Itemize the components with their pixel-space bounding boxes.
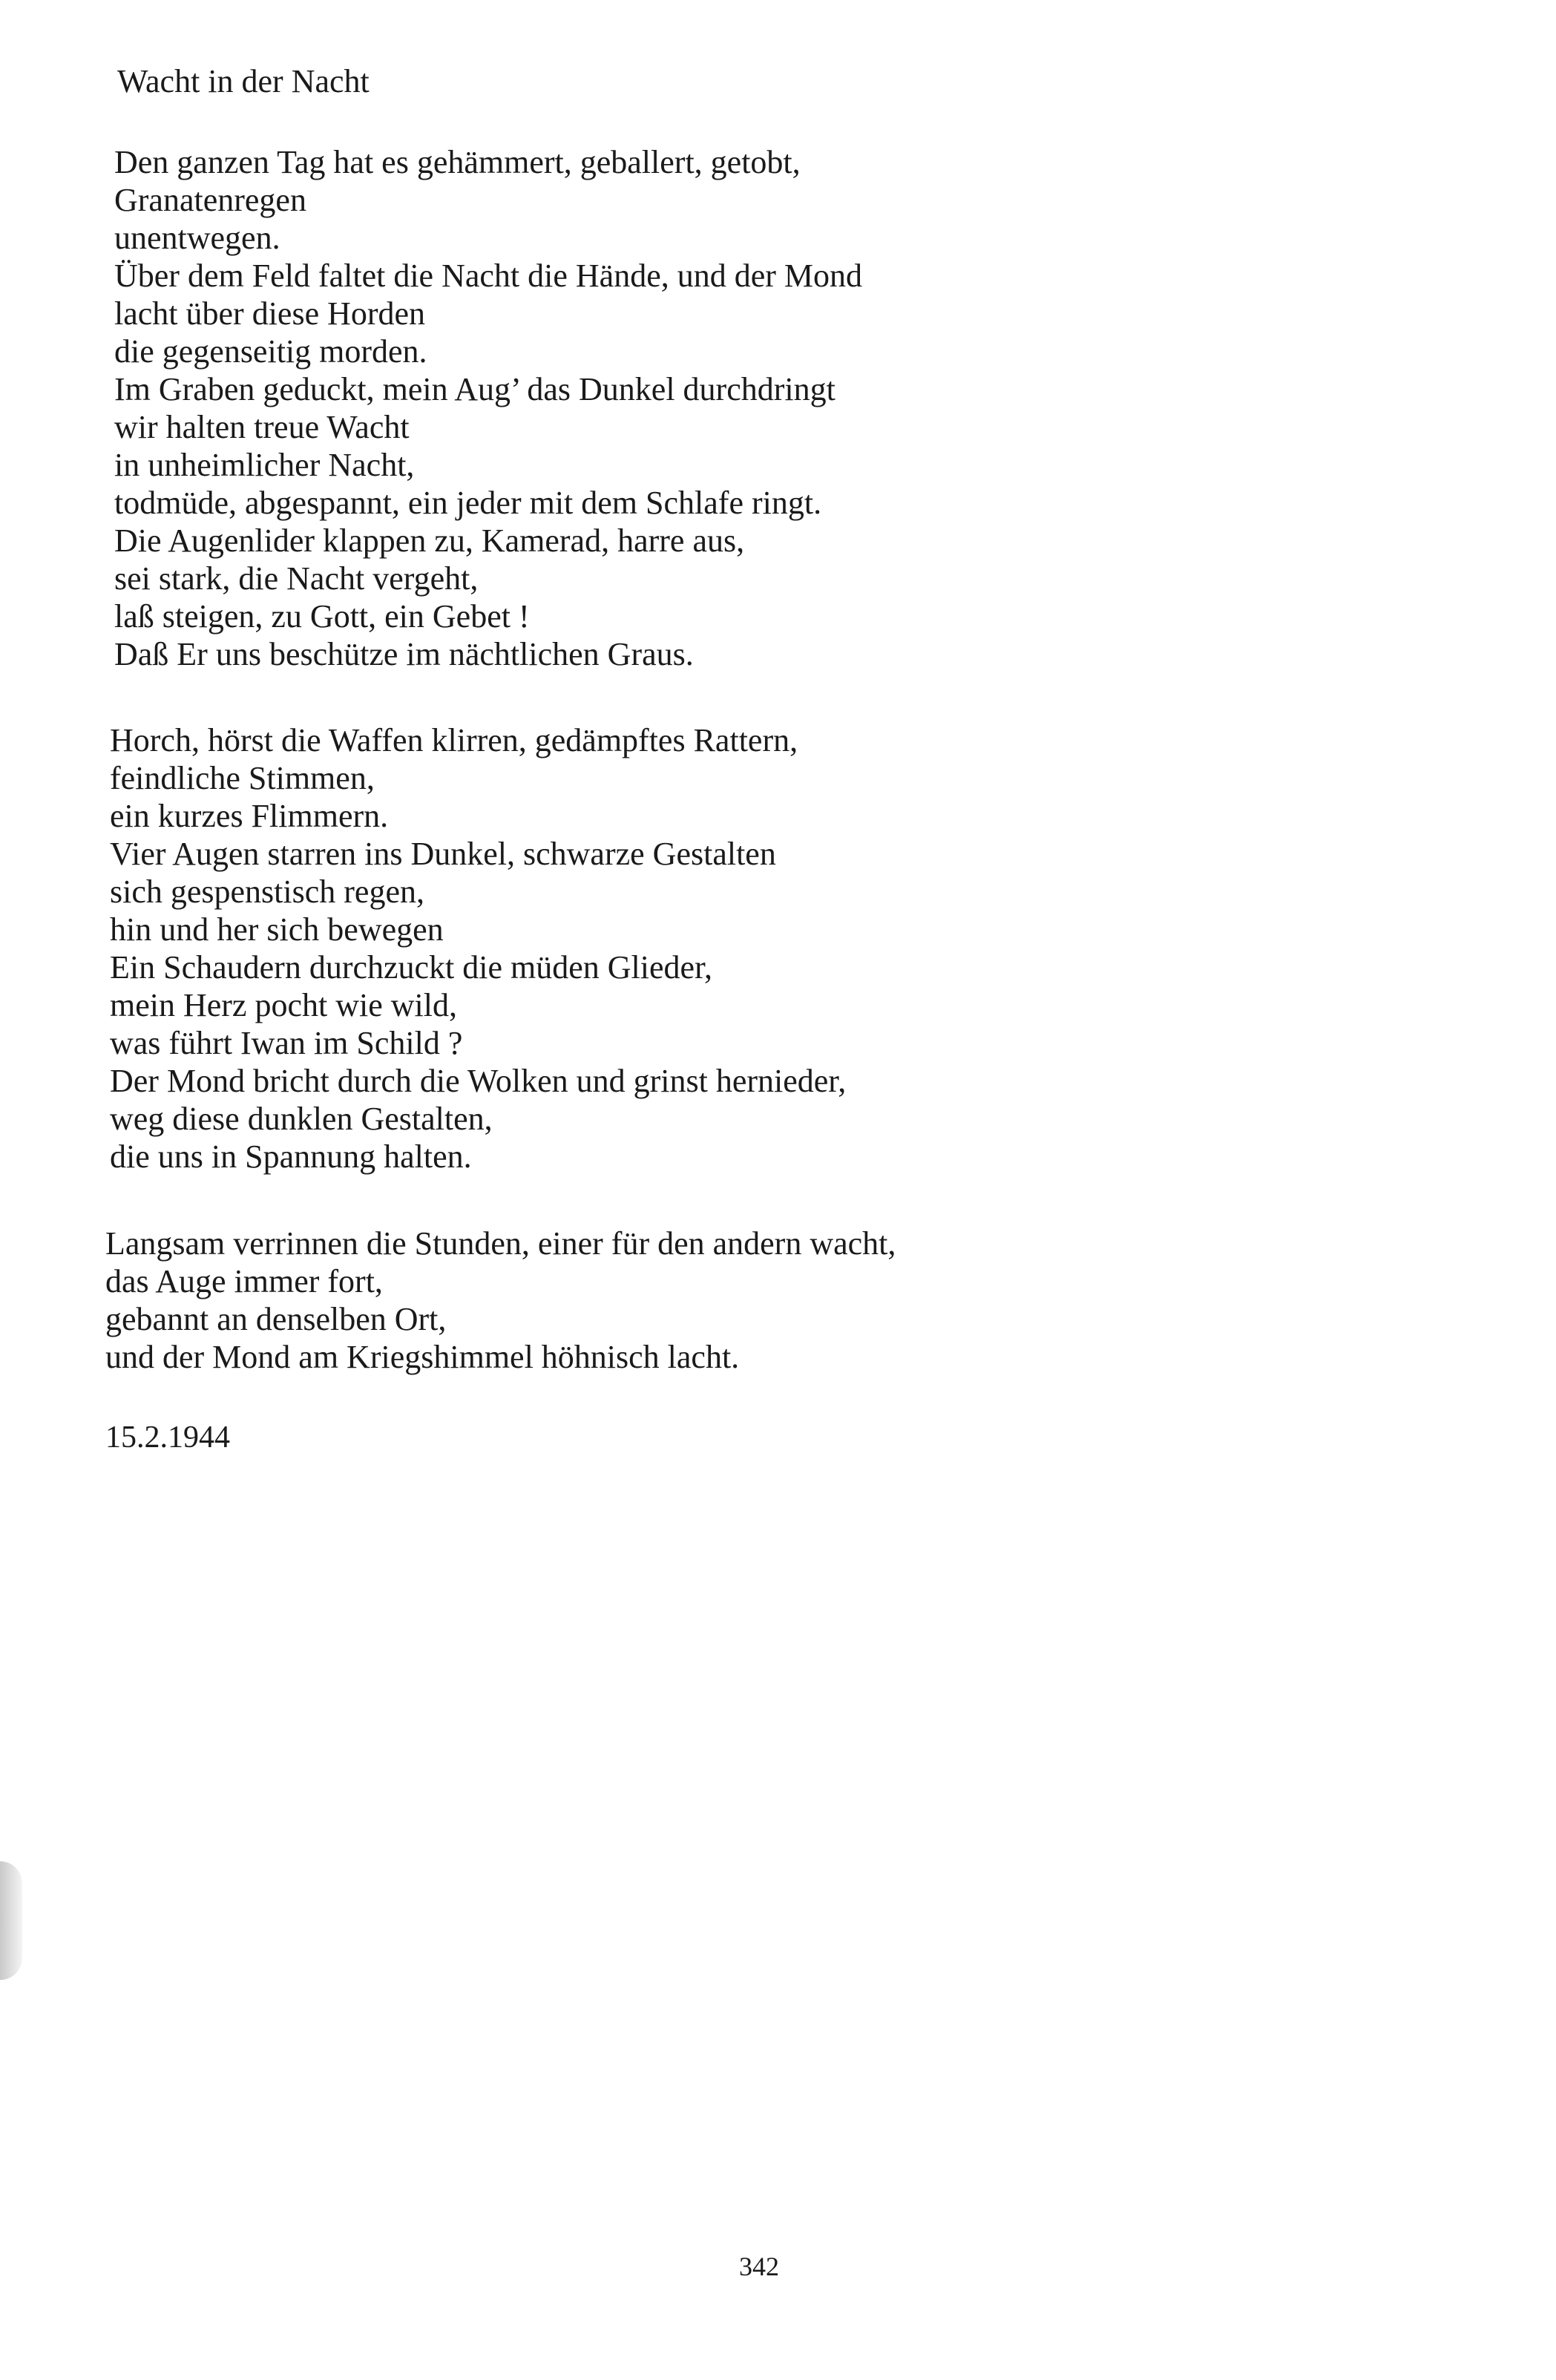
poem-line: mein Herz pocht wie wild,	[110, 987, 457, 1023]
stanza-3	[105, 1225, 896, 1376]
poem-line: Ein Schaudern durchzuckt die müden Glieder,	[110, 949, 712, 986]
poem-line: die uns in Spannung halten.	[110, 1138, 472, 1175]
poem-line: wir halten treue Wacht	[114, 409, 410, 445]
stanza-1	[114, 143, 862, 673]
poem-line: Horch, hörst die Waffen klirren, gedämpftes Rattern,	[110, 722, 798, 758]
poem-line: hin und her sich bewegen	[110, 911, 444, 948]
poem-line: gebannt an denselben Ort,	[105, 1301, 447, 1337]
poem-line: Daß Er uns beschütze im nächtlichen Graus.	[114, 636, 694, 672]
poem-line: feindliche Stimmen,	[110, 760, 375, 796]
poem-line: Langsam verrinnen die Stunden, einer für den andern wacht,	[105, 1225, 896, 1262]
poem-line: Im Graben geduckt, mein Aug’ das Dunkel durchdringt	[114, 371, 836, 407]
poem-line: sich gespenstisch regen,	[110, 873, 424, 910]
poem-line: weg diese dunklen Gestalten,	[110, 1101, 493, 1137]
poem-line: in unheimlicher Nacht,	[114, 447, 415, 483]
poem-title: Wacht in der Nacht	[117, 63, 370, 99]
poem-line: das Auge immer fort,	[105, 1263, 383, 1299]
poem-line: Über dem Feld faltet die Nacht die Hände, und der Mond	[114, 258, 863, 294]
poem-line: Den ganzen Tag hat es gehämmert, geballert, getobt,	[114, 144, 801, 180]
poem-line: sei stark, die Nacht vergeht,	[114, 560, 479, 597]
poem-line: die gegenseitig morden.	[114, 333, 427, 370]
poem-line: laß steigen, zu Gott, ein Gebet !	[114, 598, 530, 635]
poem-line: lacht über diese Horden	[114, 295, 426, 332]
poem-line: ein kurzes Flimmern.	[110, 798, 389, 834]
stanza-2	[110, 721, 846, 1176]
poem-line: und der Mond am Kriegshimmel höhnisch lacht.	[105, 1339, 740, 1375]
poem-line: Die Augenlider klappen zu, Kamerad, harre aus,	[114, 522, 745, 559]
poem-line: was führt Iwan im Schild ?	[110, 1025, 463, 1061]
page-number: 342	[739, 2252, 779, 2281]
poem-line: Vier Augen starren ins Dunkel, schwarze Gestalten	[110, 836, 776, 872]
poem-line: unentwegen.	[114, 220, 280, 256]
poem-line: todmüde, abgespannt, ein jeder mit dem Schlafe ringt.	[114, 485, 822, 521]
poem-date: 15.2.1944	[105, 1420, 230, 1455]
scan-edge-shadow	[0, 1861, 22, 1980]
poem-line: Granatenregen	[114, 182, 306, 218]
poem-line: Der Mond bricht durch die Wolken und grinst hernieder,	[110, 1063, 847, 1099]
